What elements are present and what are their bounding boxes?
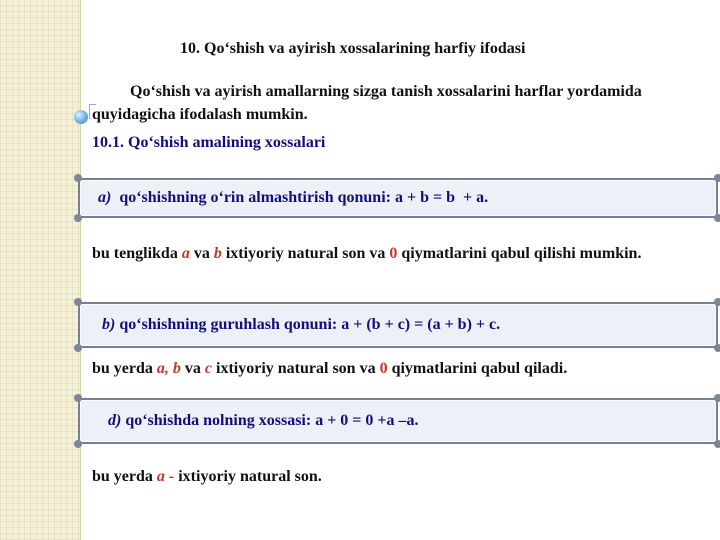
property-box-associative [78,302,718,348]
section-subheading: 10.1. Qo‘shish amalining xossalari [92,134,326,151]
property-box-commutative [78,178,718,218]
explanation-paragraph-2: bu yerda a, b va c ixtiyoriy natural son va 0 qiymatlarini qabul qiladi. [92,360,568,377]
box-label: d) [108,412,122,429]
box-text: qo‘shishda nolning xossasi: a + 0 = 0 +a –a. [121,412,419,429]
box-text: qo‘shishning guruhlash qonuni: a + (b + c) = (a + b) + c. [115,316,501,333]
decorative-sidebar [0,0,81,540]
bullet-dot-icon [74,110,88,124]
property-box-zero [78,398,718,444]
page-title: 10. Qo‘shish va ayirish xossalarining harfiy ifodasi [180,40,526,57]
explanation-paragraph-3: bu yerda a - ixtiyoriy natural son. [92,468,322,485]
box-label: a) [98,189,112,206]
explanation-paragraph-1: bu tenglikda a va b ixtiyoriy natural son va 0 qiymatlarini qabul qilishi mumkin. [92,245,642,262]
box-label: b) [102,316,116,333]
box-text: qo‘shishning o‘rin almashtirish qonuni: a + b = b + a. [111,189,489,206]
intro-paragraph: Qo‘shish va ayirish amallarning sizga tanish xossalarini harflar yordamida quyidagicha ifodalash mumkin. [92,83,642,123]
